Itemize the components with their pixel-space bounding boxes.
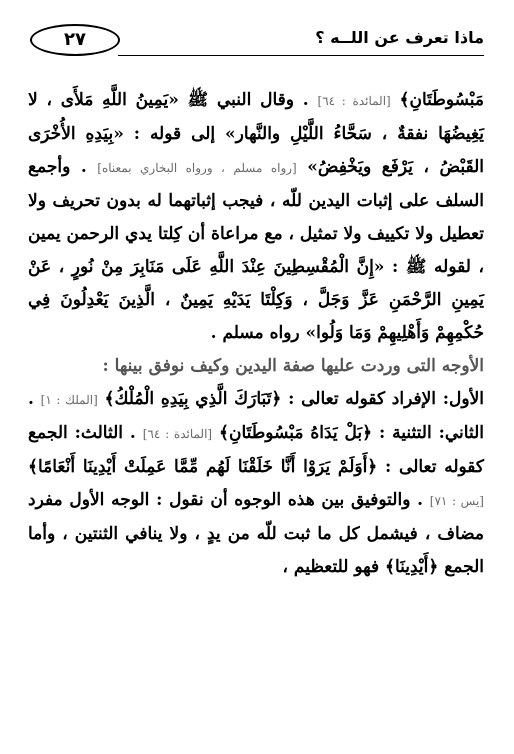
page-body xyxy=(28,84,484,584)
header-rule xyxy=(118,55,484,56)
text-run: . وأجمع السلف على إثبات اليدين للّه ، فيجب إثباتهما له بدون تحريف ولا تعطيل ولا تكييف ولا تمثيل ، مع مراعاة أن كِلتا يدي الرحمن يمين ، لقوله ﷺ : «إِنَّ الْمُقْسِطِينَ عِنْدَ اللَّهِ عَلَى مَنَابِرَ مِنْ نُورٍ ، عَنْ يَمِينِ الرَّحْمَنِ عَزَّ وَجَلَّ ، وَكِلْتَا يَدَيْهِ يَمِينٌ ، الَّذِينَ يَعْدِلُونَ فِي حُكْمِهِمْ وَأَهْلِيهِمْ وَمَا وَلُوا» رواه مسلم . xyxy=(28,157,484,343)
paragraph-2 xyxy=(28,383,484,584)
section-heading: الأوجه التى وردت عليها صفة اليدين وكيف نوفق بينها : xyxy=(102,356,484,376)
text-run: . الثاني: التثنية : ﴿بَلْ يَدَاهُ مَبْسُوطَتَانِ﴾ xyxy=(28,389,484,443)
text-run: . وقال النبي ﷺ «يَمِينُ اللَّهِ مَلأَى ، لا يَغِيضُهَا نفقةٌ ، سَحَّاءُ اللَّيْلِ والنَّهار» إلى قوله : «بِيَدِهِ الأُخْرَى القَبْضُ ، يَرْفَع ويَخْفِضُ» xyxy=(28,90,485,177)
citation: [المائدة : ٦٤] xyxy=(142,427,213,441)
text-run: . الثالث: الجمع كقوله تعالى : ﴿أَوَلَمْ يَرَوْا أَنَّا خَلَقْنَا لَهُم مِّمَّا عَمِلَتْ أَيْدِينَا أَنْعَامًا﴾ xyxy=(28,423,484,477)
text-run: الأول: الإفراد كقوله تعالى : ﴿تَبَارَكَ الَّذِي بِيَدِهِ الْمُلْكُ﴾ xyxy=(97,389,484,409)
citation: [المائدة : ٦٤] xyxy=(317,94,391,108)
text-run: . والتوفيق بين هذه الوجوه أن نقول : الوجه الأول مفرد مضاف ، فيشمل كل ما ثبت للّه من يدٍ ، ولا ينافي الثنتين ، وأما الجمع ﴿أَيْدِينَا﴾ فهو للتعظيم ، xyxy=(28,490,484,577)
text-run: مَبْسُوطَتَانِ﴾ xyxy=(390,90,485,110)
citation: [يس : ٧١] xyxy=(429,494,484,508)
page-header xyxy=(28,22,484,58)
citation: [رواه مسلم ، ورواه البخاري بمعناه] xyxy=(97,161,297,175)
citation: [الملك : ١] xyxy=(40,393,98,407)
page-number: ٢٧ xyxy=(30,24,120,56)
running-title: ماذا تعرف عن اللــه ؟ xyxy=(315,28,484,47)
paragraph-1 xyxy=(28,84,484,350)
